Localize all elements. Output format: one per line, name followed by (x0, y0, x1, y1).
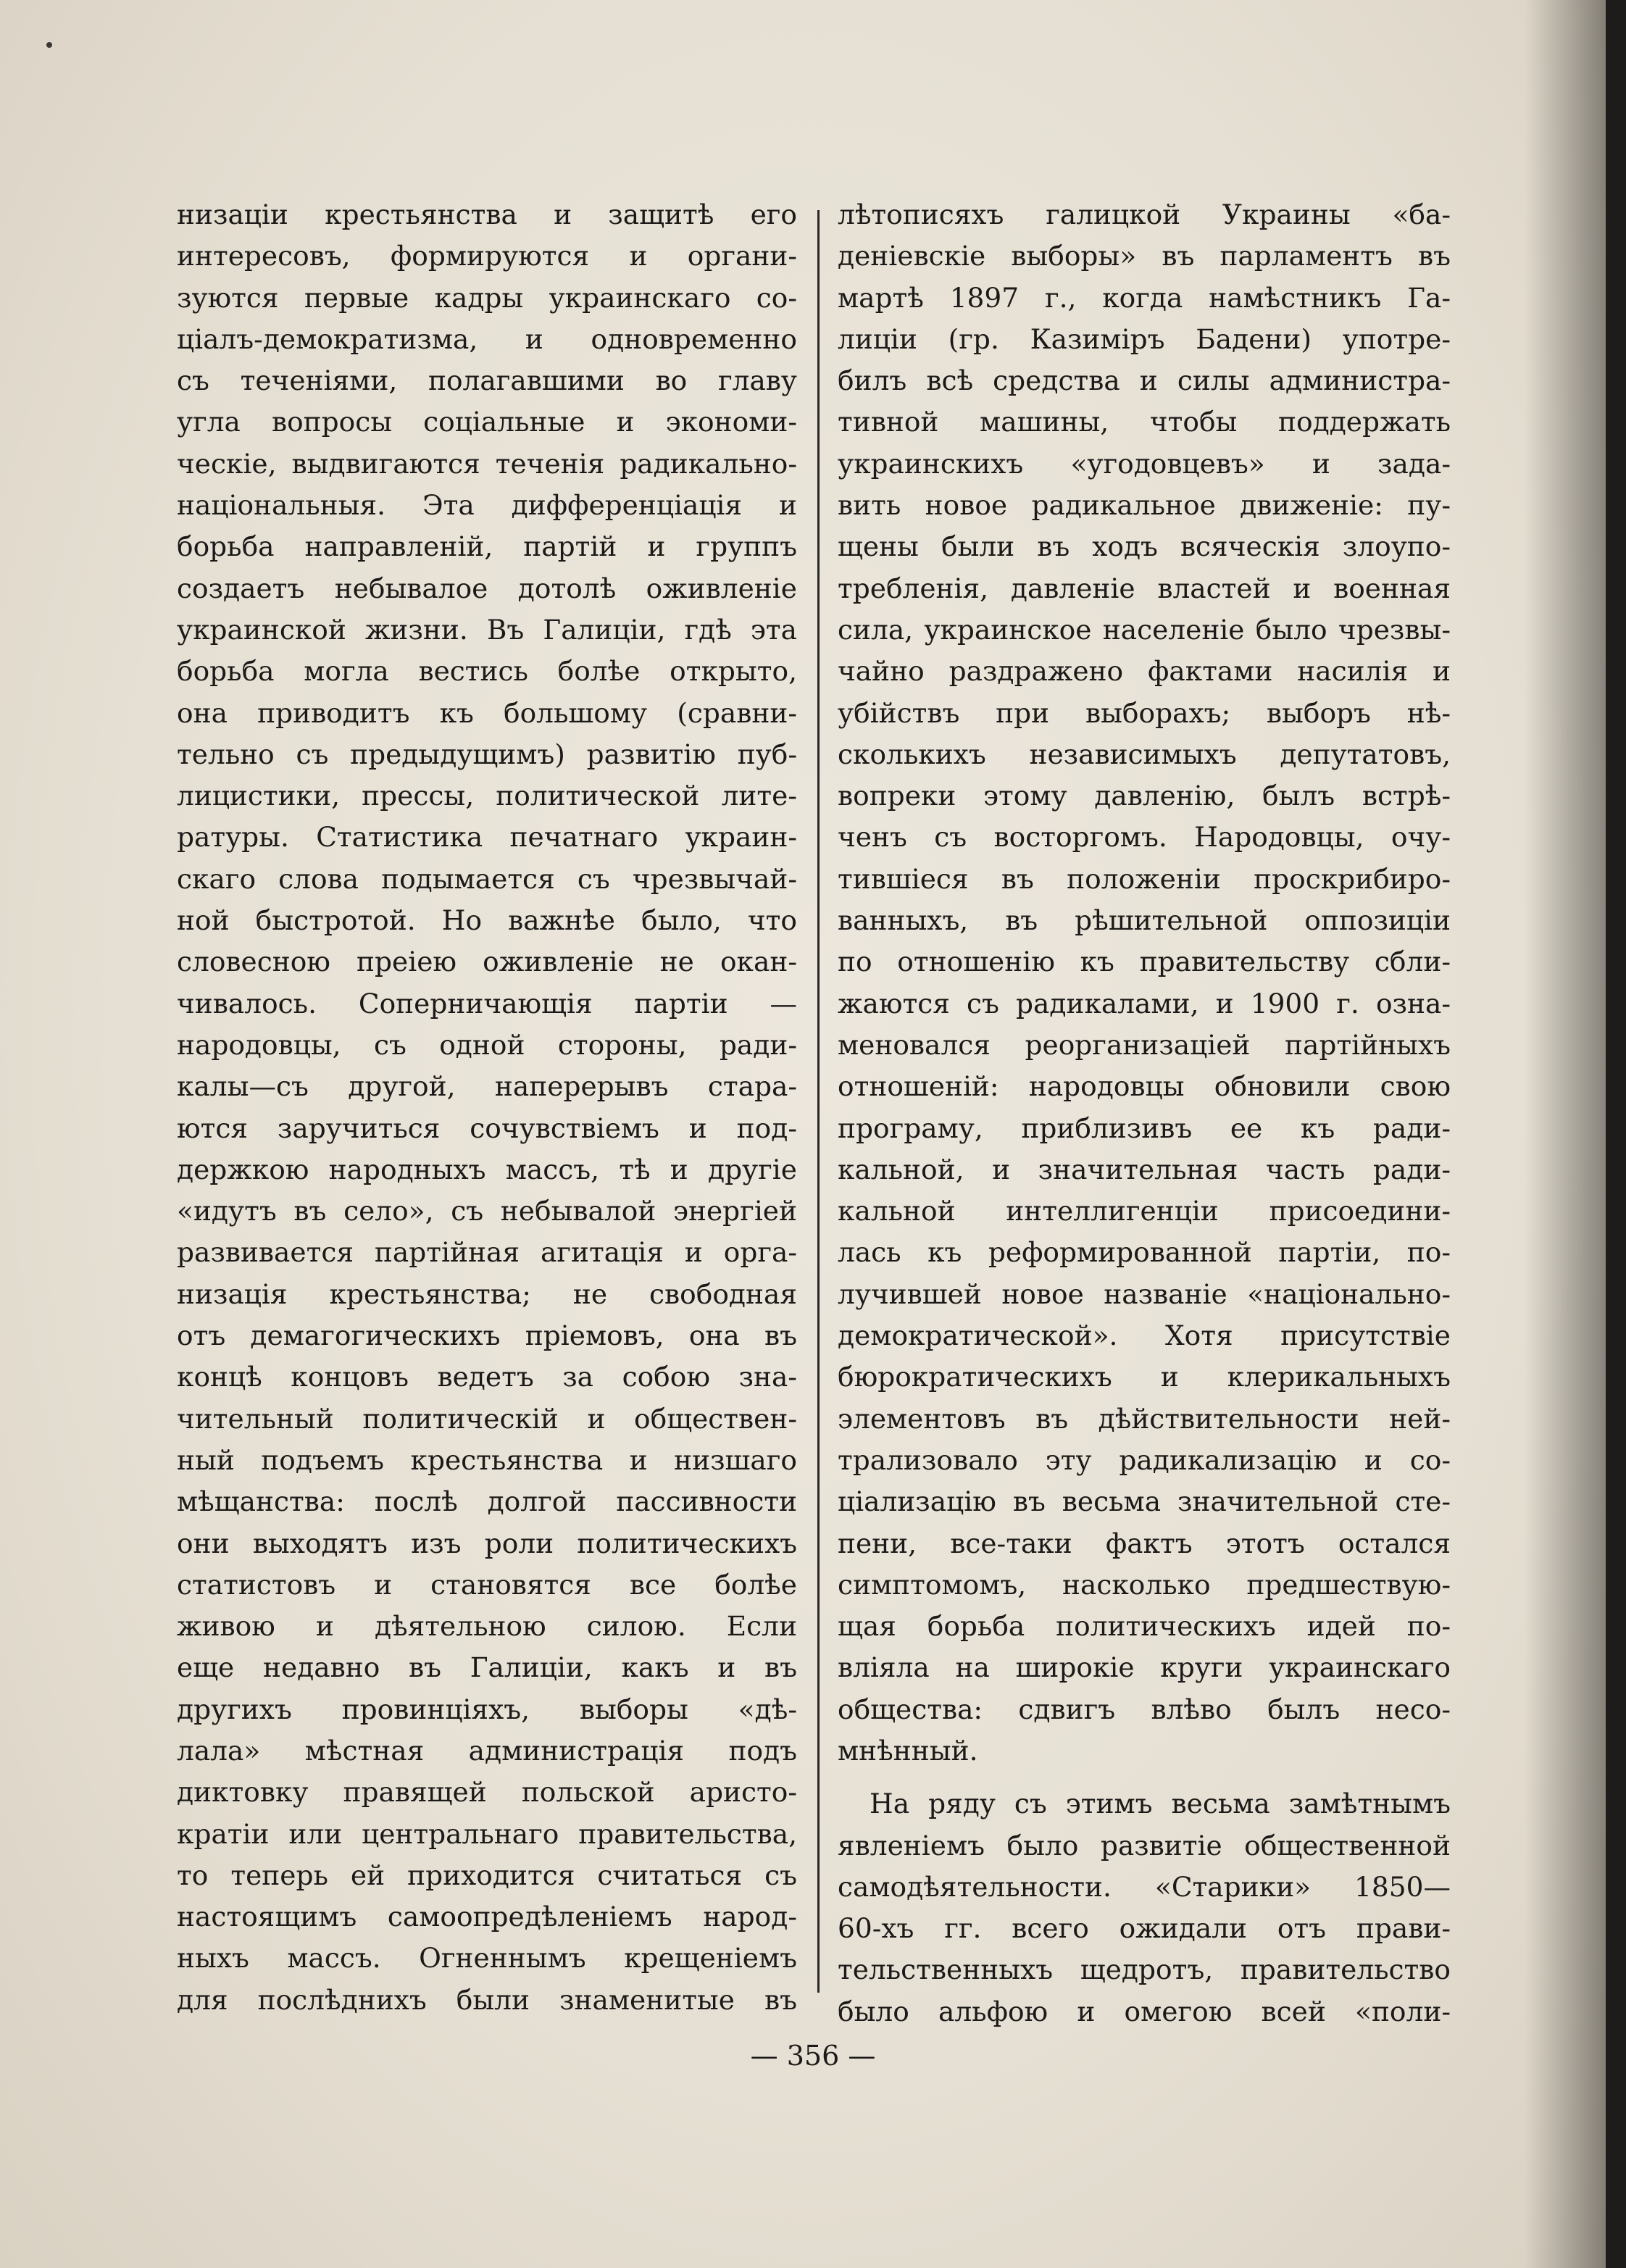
text-line: было альфою и омегою всей «поли- (838, 1995, 1451, 2027)
text-line: развивается партійная агитація и орга- (177, 1236, 797, 1269)
text-line: лась къ реформированной партіи, по- (838, 1236, 1451, 1269)
page-edge (1606, 0, 1626, 2268)
text-line: мнѣнный. (838, 1734, 978, 1767)
text-line: національныя. Эта дифференціація и (177, 489, 797, 522)
text-line: ціалъ-демократизма, и одновременно (177, 322, 797, 355)
text-line: ныхъ массъ. Огненнымъ крещеніемъ (177, 1942, 797, 1975)
speck (46, 42, 52, 48)
text-line: отъ демагогическихъ пріемовъ, она въ (177, 1319, 797, 1352)
text-line: отношеній: народовцы обновили свою (838, 1070, 1451, 1103)
text-line: самодѣятельности. «Старики» 1850— (838, 1870, 1451, 1903)
text-line: чайно раздражено фактами насилія и (838, 655, 1451, 688)
text-line: ный подъемъ крестьянства и низшаго (177, 1443, 797, 1476)
text-line: лала» мѣстная администрація подъ (177, 1734, 797, 1767)
text-line: пени, все-таки фактъ этотъ остался (838, 1527, 1451, 1559)
text-line: для послѣднихъ были знаменитые въ (177, 1983, 797, 2016)
text-line: угла вопросы соціальные и экономи- (177, 406, 797, 438)
text-line: програму, приблизивъ ее къ ради- (838, 1112, 1451, 1144)
text-line: зуются первые кадры украинскаго со- (177, 281, 797, 314)
text-line: щая борьба политическихъ идей по- (838, 1610, 1451, 1643)
text-line: ются заручиться сочувствіемъ и под- (177, 1112, 797, 1144)
text-line: мартѣ 1897 г., когда намѣстникъ Га- (838, 281, 1451, 314)
text-line: низація крестьянства; не свободная (177, 1277, 797, 1310)
text-line: еще недавно въ Галиціи, какъ и въ (177, 1651, 797, 1684)
text-line: концѣ концовъ ведетъ за собою зна- (177, 1361, 797, 1393)
text-line: щены были въ ходъ всяческія злоупо- (838, 530, 1451, 563)
text-line: тельственныхъ щедротъ, правительство (838, 1954, 1451, 1986)
text-line: они выходятъ изъ роли политическихъ (177, 1527, 797, 1559)
text-line: ческіе, выдвигаются теченія радикально- (177, 447, 797, 480)
text-line: трализовало эту радикализацію и со- (838, 1443, 1451, 1476)
text-line: тельно съ предыдущимъ) развитію пуб- (177, 738, 797, 770)
text-line: мѣщанства: послѣ долгой пассивности (177, 1485, 797, 1518)
text-line: общества: сдвигъ влѣво былъ несо- (838, 1693, 1451, 1725)
text-line: явленіемъ было развитіе общественной (838, 1829, 1451, 1861)
text-line: «идутъ въ село», съ небывалой энергіей (177, 1195, 797, 1227)
text-line: живою и дѣятельною силою. Если (177, 1610, 797, 1643)
text-line: словесною преіею оживленіе не окан- (177, 946, 797, 978)
text-line: интересовъ, формируются и органи- (177, 240, 797, 272)
text-line: лѣтописяхъ галицкой Украины «ба- (838, 199, 1451, 230)
text-line: убійствъ при выборахъ; выборъ нѣ- (838, 696, 1451, 729)
text-line: чивалось. Соперничающія партіи — (177, 987, 797, 1020)
text-line: кальной интеллигенціи присоедини- (838, 1195, 1451, 1227)
text-line: ной быстротой. Но важнѣе было, что (177, 904, 797, 937)
text-line: жаются съ радикалами, и 1900 г. озна- (838, 987, 1451, 1020)
text-line: то теперь ей приходится считаться съ (177, 1859, 797, 1891)
text-line: вить новое радикальное движеніе: пу- (838, 489, 1451, 522)
text-line: лиціи (гр. Казиміръ Бадени) употре- (838, 322, 1451, 355)
text-line: низаціи крестьянства и защитѣ его (177, 199, 797, 230)
text-line: лицистики, прессы, политической лите- (177, 780, 797, 812)
text-line: демократической». Хотя присутствіе (838, 1319, 1451, 1352)
text-line: лучившей новое названіе «національно- (838, 1277, 1451, 1310)
text-line: украинскихъ «угодовцевъ» и зада- (838, 447, 1451, 480)
text-line: вопреки этому давленію, былъ встрѣ- (838, 780, 1451, 812)
text-line: На ряду съ этимъ весьма замѣтнымъ (870, 1788, 1451, 1820)
text-line: ціализацію въ весьма значительной сте- (838, 1485, 1451, 1518)
text-line: симптомомъ, насколько предшествую- (838, 1568, 1451, 1601)
text-line: сколькихъ независимыхъ депутатовъ, (838, 738, 1451, 770)
text-line: держкою народныхъ массъ, тѣ и другіе (177, 1153, 797, 1185)
text-line: ратуры. Статистика печатнаго украин- (177, 821, 797, 854)
text-line: борьба направленій, партій и группъ (177, 530, 797, 563)
text-line: ченъ съ восторгомъ. Народовцы, очу- (838, 821, 1451, 854)
left-text-column (177, 194, 797, 2021)
right-text-column (838, 194, 1451, 2033)
text-line: билъ всѣ средства и силы администра- (838, 364, 1451, 397)
text-line: меновался реорганизаціей партійныхъ (838, 1028, 1451, 1061)
text-line: кратіи или центральнаго правительства, (177, 1817, 797, 1850)
text-line: другихъ провинціяхъ, выборы «дѣ- (177, 1693, 797, 1725)
column-divider (817, 210, 820, 1993)
text-line: элементовъ въ дѣйствительности ней- (838, 1402, 1451, 1435)
text-line: настоящимъ самоопредѣленіемъ народ- (177, 1901, 797, 1933)
text-line: чительный политическій и обществен- (177, 1402, 797, 1435)
text-line: ванныхъ, въ рѣшительной оппозиціи (838, 904, 1451, 937)
text-line: требленія, давленіе властей и военная (838, 572, 1451, 604)
text-line: деніевскіе выборы» въ парламентъ въ (838, 240, 1451, 272)
text-line: сила, украинское населеніе было чрезвы- (838, 613, 1451, 646)
text-line: тивной машины, чтобы поддержать (838, 406, 1451, 438)
text-line: калы—съ другой, наперерывъ стара- (177, 1070, 797, 1103)
text-line: 60-хъ гг. всего ожидали отъ прави- (838, 1912, 1451, 1945)
text-line: статистовъ и становятся все болѣе (177, 1568, 797, 1601)
text-line: украинской жизни. Въ Галиціи, гдѣ эта (177, 613, 797, 646)
text-line: бюрократическихъ и клерикальныхъ (838, 1361, 1451, 1393)
text-line: создаетъ небывалое дотолѣ оживленіе (177, 572, 797, 604)
text-line: народовцы, съ одной стороны, ради- (177, 1028, 797, 1061)
text-line: борьба могла вестись болѣе открыто, (177, 655, 797, 688)
text-line: вліяла на широкіе круги украинскаго (838, 1651, 1451, 1684)
text-line: тившіеся въ положеніи проскрибиро- (838, 862, 1451, 895)
text-line: скаго слова подымается съ чрезвычай- (177, 862, 797, 895)
paragraph-gap (838, 1772, 1451, 1783)
page-number: — 356 — (750, 2040, 876, 2072)
text-line: диктовку правящей польской аристо- (177, 1776, 797, 1809)
text-line: по отношенію къ правительству сбли- (838, 946, 1451, 978)
text-line: она приводитъ къ большому (сравни- (177, 696, 797, 729)
text-line: съ теченіями, полагавшими во главу (177, 364, 797, 397)
text-line: кальной, и значительная часть ради- (838, 1153, 1451, 1185)
